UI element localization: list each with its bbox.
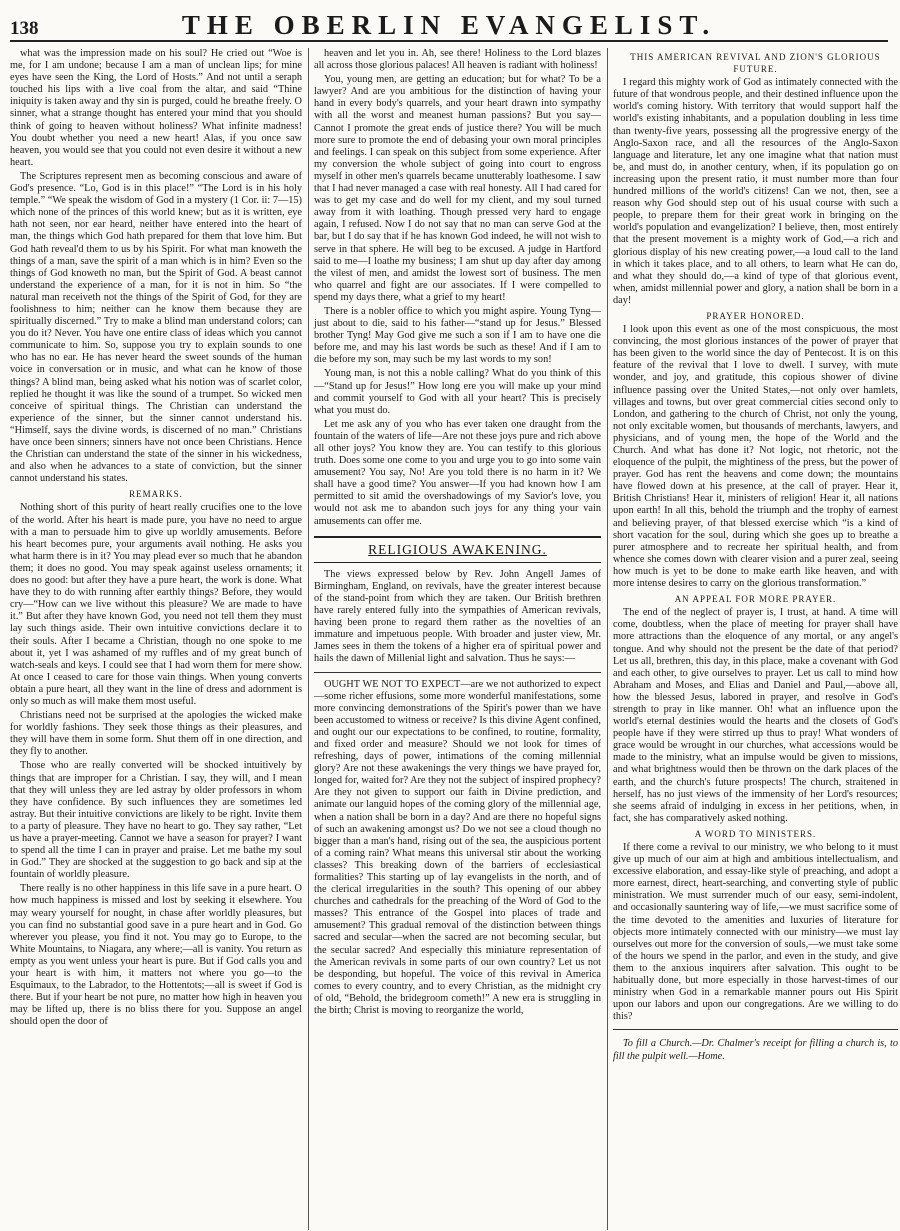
publication-title: THE OBERLIN EVANGELIST. xyxy=(181,10,717,40)
paragraph: If there come a revival to our ministry, we who belong to it must give up much of our aim at high and ambitious intellectualism, and excessive elaboration, and essay-like style of preaching, and adopt a more earnest, direct, heart-searching, and converting style of public ministration. We must surrender much of our easy, semi-indolent, and occasionally sauntering way of life,—we must sacrifice some of the time devoted to the amenities and luxuries of literature for objects more intimately connected with our ministry—we must lay ourselves out more for the conversion of souls,—we must take some of the hours we spend in the parlor, and even in the study, and give them to the anxious inquirers after salvation. This ought to be habitually done, but more especially in those harvest-times of our ministry when God in a remarkable manner pours out His Spirit upon our labors and upon our congregations. Are we willing to do this? xyxy=(613,842,898,1023)
column-3 xyxy=(607,48,898,1230)
paragraph: You, young men, are getting an education; but for what? To be a lawyer? And are you ambitious for the distinction of having your hand in every body's quarrels, and your heart drawn into sympathy with all the worst and meanest human passions? But you say—Cannot I promote the great ends of justice there? You will be much more sure to promote the end of debasing your own moral principles and feelings. I can speak on this subject from some experience. After my conversion the whole subject of going into court to engross myself in other men's quarrels became unutterably loathesome. I saw that I had never managed a case with real honesty. All I had cared for was to get my case and do well for my client, and my soul turned away from it with loathing. Though pressed very hard to engage again, I refused. Now I do not say that no man can serve God at the bar, but I do say that if he has known God indeed, he will not wish to serve in that sphere. He will beg to be excused. A judge in Hartford said to me—I loathe my business; I am shut up day after day among the vilest of men, and amidst the lowest sort of business. The men who quarrel and fight are our associates. If I were compelled to spend my days there, what a grief to my heart! xyxy=(314,74,601,303)
paragraph: Nothing short of this purity of heart really crucifies one to the love of the world. After his heart is made pure, you have no need to argue with a man to persuade him to give up worldly amusements. Before his heart becomes pure, your arguments avail nothing. He asks you what harm there is in it? You may plead ever so much that he abandon them; it does no good. You may speak against useless ornaments; it does no good: but after they have a pure heart, the work is done. What have they to do with running after earthly things? Before, they would cry—“How can we live without this pleasure? We are made to have it.” But after they have known God, you need not tell them they must lay such things aside. Their own intuitive convictions declare it to their souls. After I became a Christian, though no one spoke to me about it, yet I was ashamed of my ruffles and of my great bunch of watch-seals and keys. I could see that I had worn them for mere show. At once I ceased to care for those vain things. When young converts obtain a pure heart, all they want in the line of dress and adornment is only so much as will make them most useful. xyxy=(10,502,302,707)
page-number: 138 xyxy=(10,18,39,39)
subheading: AN APPEAL FOR MORE PRAYER. xyxy=(674,594,837,605)
paragraph: Let me ask any of you who has ever taken one draught from the fountain of the waters of life—Are not these joys pure and rich above all other joys? You know they are. You can testify to this glorious truth. Does some one come to you and urge you to go into some vain amusement? You say, No! Are you told there is no harm in it? We shall have a good time? You answer—If you had known how I am permitted to sit amid the overshadowings of my Savior's love, you would not ask me to abandon such joys for any thing your vain amusements can offer me. xyxy=(314,418,601,527)
divider xyxy=(314,672,601,673)
paragraph: heaven and let you in. Ah, see there! Holiness to the Lord blazes all across those glorious palaces! All heaven is radiant with holiness! xyxy=(314,48,601,72)
paragraph: Young man, is not this a noble calling? What do you think of this—“Stand up for Jesus!” How long ere you will make up your mind and commit yourself to God with all your heart? This is precisely what you must do. xyxy=(314,368,601,416)
remarks-heading: REMARKS. xyxy=(129,489,183,500)
column-2 xyxy=(308,48,601,1230)
paragraph: The end of the neglect of prayer is, I trust, at hand. A time will come, doubtless, when the place of meeting for prayer shall have more attractions than the eloquence of any mortal, or any angel's tongue. And why should not the present be the date of that period? Let us all, brethren, this day, in this place, make a covenant with God and each other, to give ourselves to prayer. Let us call to mind how Abraham and Moses, and Elias and Daniel and Paul,—above all, how the blessed Jesus, labored in prayer, and resolve in God's strength to pray in like manner. Oh! what an influence upon the world's eternal destinies would the hearts and the closets of God's people have if they were stirred up thus to pray! What wonders of grace would be wrought in our churches, what accessions would be made to the ministry, what an impulse would be given to missions, and what brightness would then be thrown on the dark places of the earth, and the church's future prospects! The church, straitened in herself, has no just views of the immensity of her Lord's resources; she seems afraid of indulging in excess in her petitions, when, in fact, she has comparatively asked nothing. xyxy=(613,607,898,824)
paragraph: There really is no other happiness in this life save in a pure heart. O how much happiness is missed and lost by seeking it elsewhere. You may weary yourself for nought, in chase after worldly pleasures, but you can find no substantial good save in a pure heart and in God. Go wherever you please, you find it not. You may go to Europe, to the White Mountains, to Niagara, any where;—all is vanity. You return as empty as you went unless your heart is pure. But if God calls you and your heart is with him, it matters not where you go—to the Esquimaux, to the Labrador, to the Hottentots;—all is sweet if God is there. But if your heart be not pure, no matter how high in heaven you may be lifted up, there is no bliss there for you. Suppose an angel should open the door of xyxy=(10,883,302,1028)
paragraph: what was the impression made on his soul? He cried out “Woe is me, for I am undone; because I am a man of unclean lips; for mine eyes have seen the King, the Lord of Hosts.” And not until a seraph touched his lips with a live coal from the altar, and said “Thine iniquity is taken away and thy sin is purged, could he breathe freely. O sinner, what a strange thought has entered your mind that you should think of going to heaven without holiness? What infinite madness! You doubt whether you need a new heart! Alas, if you once saw heaven, you would see that you could not even desire it without a new heart. xyxy=(10,48,302,168)
divider xyxy=(613,1029,898,1030)
paragraph: There is a nobler office to which you might aspire. Young Tyng—just about to die, said to his father—“stand up for Jesus.” Blessed brother Tyng! May God give me such a son if I am to have one die before me, and may his last words be such as these! And if I am to die before my son, may such be my last words to my son! xyxy=(314,305,601,366)
section-title-text: RELIGIOUS AWAKENING. xyxy=(368,541,547,557)
intro-paragraph: The views expressed below by Rev. John Angell James of Birmingham, England, on revivals, have the greater interest because of the stand-point from which they are taken. Our British brethren have rarely entered fully into the sympathies of American revivals, having been prone to regard them rather as the novelties of an immature and impetuous people. With broader and juster view, Mr. James sees in them the tokens of a higher era of spiritual power and hails the dawn of Millenial light and salvation. Thus he says:— xyxy=(314,568,601,665)
column-1 xyxy=(10,48,302,1230)
paragraph: I regard this mighty work of God as intimately connected with the future of that wondrous people, and their destined influence upon the world's coming history. With territory that would support half the world's existing inhabitants, and a population doubling in less time than twenty-five years, possessing all the progressive energy of the Anglo-Saxon race, and all the resources of the Anglo-Saxon language and literature, let any one imagine what that nation must be, and must do, in another century, when, if its population go on increasing upon the present ratio, it must number more than four hundred millions of the world's citizens! Can we not, then, see a reason why God should step out of his usual course with such a people, to prepare them for their great work in bringing on the world's population and evangelization? I believe, then, most entirely that the present movement is a mighty work of God,—a rich and glorious display of his new creating power,—a loud call to the land in which it takes place, and to all others, to learn what He can do, and what they should do,—a kind of type of that glorious event, when, amidst millennial power and glory, a nation shall be born in a day! xyxy=(613,77,898,306)
paragraph: Christians need not be surprised at the apologies the wicked make for worldly fashions. They seek those things as their pleasures, and they will have them in some form. Shut them off in one direction, and they fly to another. xyxy=(10,710,302,758)
quote-paragraph: OUGHT WE NOT TO EXPECT—are we not authorized to expect—some richer effusions, some more wonderful manifestations, some more convincing demonstrations of the Spirit's power than we have been accustomed to witness or receive? Is this divine Agent confined, and ought our our expectations to be confined, to routine, formality, and fixed order and measure? Should we not look for times of refreshing, days of power, intimations of the coming millennial glory? Are not these awakenings the very things we have prayed for, longed for, waited for? Are they not the subject of inspired prophecy? Are they not given to support our faith in Divine prediction, and animate our languid hopes of the coming glory of the millennial age, when a nation shall be born in a day? And are there no hopeful signs of such an awakening amongst us? Do we not see a cloud though no bigger than a man's hand, rising out of the sea, the auspicious portent of a coming rain? What means this universal stir about the working classes? This breaking down of the barriers of ecclesiastical formalities? This starting up of lay evangelists in the north, and of the clerical irregularities in the south? This opening of our abbey churches and cathedrals for the preaching of the Word of God to the masses? This entrance of the Gospel into places of trade and amusement? This gradual removal of the distinction between things sacred and secular—when the sacred are not becoming secular, but the secular sacred? And especially this miniature representation of the American revivals in some parts of our own country? Let us not be desponding, but hopeful. The voice of this revival in America comes to every country, and to every Christian, as the midnight cry of old, “Behold, the bridegroom cometh!” A new era is struggling in the birth; Christ is moving to reorganize the world, xyxy=(314,678,601,1017)
section-title xyxy=(314,536,601,563)
subheading: PRAYER HONORED. xyxy=(706,310,805,321)
subheading: A WORD TO MINISTERS. xyxy=(694,828,817,839)
paragraph: The Scriptures represent men as becoming conscious and aware of God's presence. “Lo, God is in this place!” “The Lord is in his holy temple.” “We speak the wisdom of God in a mystery (1 Cor. ii: 7—15) which none of the princes of this world knew; but as it is written, eye hath not seen, nor ear heard, neither have entered into the heart of man, the things which God hath prepared for them that love him. But God hath reveal'd them to us by his Spirit. For what man knoweth the things of a man, save the spirit of a man which is in him? Even so the things of God knoweth no man, but the Spirit of God. A beast cannot understand the experience of a man, for it is not in him. So “the natural man receiveth not the things of the Spirit of God, for they are foolishness to him; neither can he know them because they are spiritually discerned.” Try to make a blind man understand colors; can you do it? Never. You have one entire class of ideas which you cannot communicate to him. So, suppose you try to explain sounds to one who has no ear. He has never heard the sweet sounds of the human voice in conversation or in music, and what can he know of those things? A blind man, being asked what his notion was of scarlet color, replied he thought it was like the sound of a trumpet. So wicked men conceive of spiritual things. The Christian can understand the experience of the sinner, but the sinner cannot understand his. “Himself, says the divine words, is discerned of no man.” Christians have once been sinners; sinners have not once been Christians. Hence the Christian can understand the state of the sinner in his wickedness, and also when he advances to a state of conviction, but the sinner cannot understand his states. xyxy=(10,170,302,485)
paragraph: I look upon this event as one of the most conspicuous, the most convincing, the most glorious instances of the power of prayer that has been given to the world since the day of Pentecost. It is on this feature of the revival that I love to dwell. I survey, with mute wonder, and joy, and gratitude, this copious shower of divine influence passing over the United States,—not only over hamlets, villages and towns, but over great commercial cities second only to London, and gathering to the church of Christ, not only the young, not only excitable women, but thousands of merchants, lawyers, and physicians, and of young men, the hope of the World and the Church. And what has done it? Not logic, not rhetoric, not the eloquence of the pulpit, the mightiness of the press, but the power of prayer. God has rent the heavens and come down; the mountains have flowed down at his presence, at the call of prayer. Hear it, British Christians! Hear it, ministers of religion! Hear it, all nations upon earth! In all this, behold the triumph and the trophy of earnest and believing prayer, of that blessed exercise which “is a kind of short vacation for the soul, during which she goes up to breathe a purer atmosphere and to recreate her spiritual health, and from whence she comes down with clearer vision and a purer zeal, seeing how much is yet to be done to make earth like heaven, and with more intense desires to carry on the glorious transformation.” xyxy=(613,324,898,590)
paragraph: Those who are really converted will be shocked intuitively by things that are improper for a Christian. I say, they will, and I mean that they will unless they are led astray by older professors in whom they have confidence. By such influences they are sometimes led astray. But their intuitive convictions are likely to be right. Invite them to a party of pleasure. They have no heart to go. They say rather, “Let us have a prayer-meeting. Cannot we have a season for prayer? I want to spend all the time I can in prayer and praise. Let me bathe my soul in God.” They are shocked at the suggestion to go back and sip at the fountain of worldly pleasure. xyxy=(10,760,302,881)
footnote: To fill a Church.—Dr. Chalmer's receipt for filling a church is, to fill the pulpit well.—Home. xyxy=(613,1038,898,1062)
masthead xyxy=(10,10,888,42)
subheading: THIS AMERICAN REVIVAL AND ZION'S GLORIOUS FUTURE. xyxy=(630,52,881,75)
article-columns xyxy=(10,48,898,1230)
